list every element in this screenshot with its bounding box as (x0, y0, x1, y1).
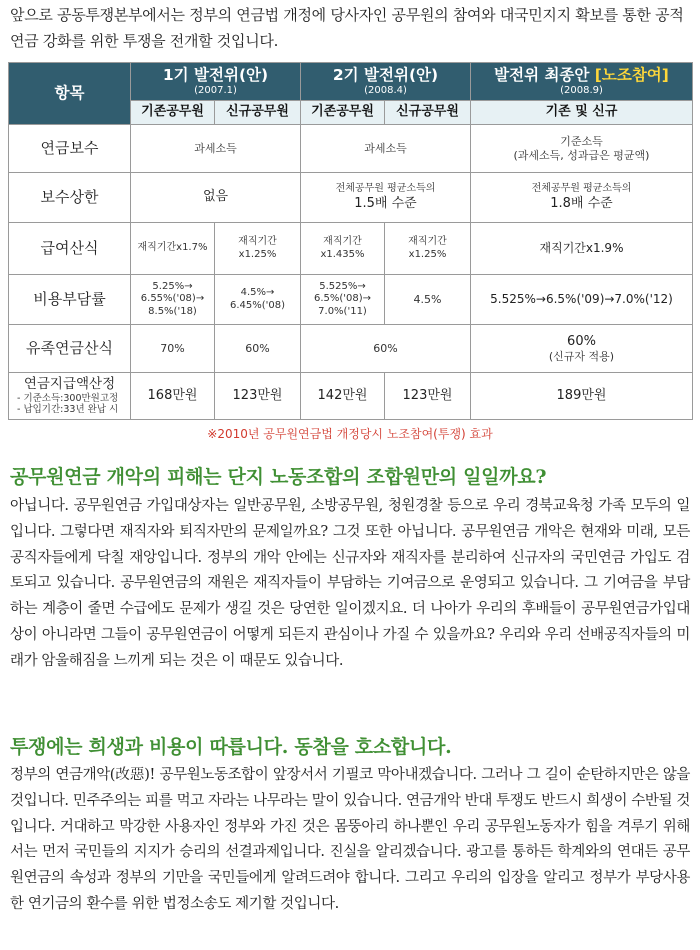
row-label-survivor: 유족연금산식 (9, 325, 131, 373)
amount-col3: 189만원 (471, 373, 693, 420)
pension-pay-col1: 과세소득 (131, 125, 301, 173)
sub-new-1: 신규공무원 (215, 101, 301, 125)
survivor-col3 (471, 325, 693, 373)
amount-col1-existing: 168만원 (131, 373, 215, 420)
benefit-col2-new (385, 223, 471, 275)
contribution-col2-existing-line1: 5.525%→ (319, 280, 366, 292)
benefit-col1-new (215, 223, 301, 275)
sub-existing-2: 기존공무원 (301, 101, 385, 125)
intro-paragraph: 앞으로 공동투쟁본부에서는 정부의 연금법 개정에 당사자인 공무원의 참여와 대국민지지 확보를 통한 공적연금 강화를 위한 투쟁을 전개할 것입니다. (10, 6, 684, 50)
row-label-pension-pay: 연금보수 (9, 125, 131, 173)
benefit-col1-new-line2: x1.25% (238, 248, 277, 260)
amount-col1-new: 123만원 (215, 373, 301, 420)
contribution-col1-existing-line1: 5.25%→ (152, 280, 193, 292)
benefit-col2-new-line2: x1.25% (408, 248, 447, 260)
section2-heading: 투쟁에는 희생과 비용이 따릅니다. 동참을 호소합니다. (10, 736, 452, 758)
section1-heading: 공무원연금 개악의 피해는 단지 노동조합의 조합원만의 일일까요? (10, 466, 547, 488)
pension-pay-col2: 과세소득 (301, 125, 471, 173)
contribution-col1-existing (131, 275, 215, 325)
col2-header (301, 63, 471, 101)
amount-note-income: - 기준소득:300만원고정 (17, 392, 119, 404)
amount-col2-new: 123만원 (385, 373, 471, 420)
item-header-cell (9, 63, 131, 125)
benefit-col2-existing-line2: x1.435% (320, 248, 365, 260)
pay-cap-col2-line1: 전체공무원 평균소득의 (335, 183, 436, 195)
row-label-pay-cap: 보수상한 (9, 173, 131, 223)
benefit-col2-new-line1: 재직기간 (408, 236, 447, 247)
row-label-benefit-formula: 급여산식 (9, 223, 131, 275)
survivor-col3-line2: (신규자 적용) (548, 349, 615, 363)
pay-cap-col2 (301, 173, 471, 223)
contribution-col3: 5.525%→6.5%('09)→7.0%('12) (471, 275, 693, 325)
survivor-col1-new: 60% (215, 325, 301, 373)
item-header: 항목 (54, 83, 85, 102)
contribution-col2-new: 4.5% (385, 275, 471, 325)
col3-date: (2008.9) (560, 84, 603, 96)
section2-body: 정부의 연금개악(改惡)! 공무원노동조합이 앞장서서 기필코 막아내겠습니다. 그러나 그 길이 순탄하지만은 않을 것입니다. 민주주의는 피를 먹고 자라는 나무라는 말이 있습니다. 연금개악 반대 투쟁도 반드시 희생이 수반될 것입니다. 거대하고 막강한 사용자인 정부와 가진 것은 몸뚱아리 하나뿐인 우리 공무원노동자가 힘을 겨루기 위해서는 먼저 국민들의 지지가 승리의 선결과제입니다. 진실을 알리겠습니다. 광고를 통하든 학계와의 연대든 공무원연금의 속성과 정부의 기만을 국민들에게 알려드려야 합니다. 그리고 우리의 입장을 알리고 정부가 부당사용한 연기금의 환수를 위한 법정소송도 제기할 것입니다. (10, 767, 690, 912)
pension-pay-col3-line2: (과세소득, 성과급은 평균액) (513, 148, 650, 162)
col3-highlight: [노조참여] (594, 65, 669, 84)
benefit-col1-new-line1: 재직기간 (238, 236, 277, 247)
pension-pay-col3-line1: 기준소득 (560, 134, 603, 148)
row-label-contribution: 비용부담률 (9, 275, 131, 325)
row-label-amount-cell (9, 373, 131, 420)
col3-title: 발전위 최종안 (494, 65, 590, 84)
survivor-col2: 60% (301, 325, 471, 373)
survivor-col3-line1: 60% (567, 333, 596, 349)
contribution-col1-new-line2: 6.45%('08) (229, 299, 286, 311)
pay-cap-col3-line2: 1.8배 수준 (550, 195, 613, 211)
pension-pay-col3 (471, 125, 693, 173)
col3-header (471, 63, 693, 101)
pay-cap-col3 (471, 173, 693, 223)
col2-title: 2기 발전위(안) (332, 65, 439, 84)
contribution-col1-new-line1: 4.5%→ (240, 287, 275, 298)
amount-col2-existing: 142만원 (301, 373, 385, 420)
benefit-col2-existing (301, 223, 385, 275)
sub-new-2: 신규공무원 (385, 101, 471, 125)
contribution-col2-existing-line2: 6.5%('08)→ (313, 293, 372, 305)
benefit-col1-existing: 재직기간x1.7% (131, 223, 215, 275)
pay-cap-col1: 없음 (131, 173, 301, 223)
contribution-col2-existing-line3: 7.0%('11) (318, 305, 367, 317)
survivor-col1-existing: 70% (131, 325, 215, 373)
row-label-amount: 연금지급액산정 (23, 375, 116, 392)
benefit-col2-existing-line1: 재직기간 (323, 236, 362, 247)
col2-date: (2008.4) (364, 84, 407, 96)
contribution-col1-existing-line2: 6.55%('08)→ (140, 293, 205, 305)
pay-cap-col3-line1: 전체공무원 평균소득의 (531, 183, 632, 195)
col1-header (131, 63, 301, 101)
section1-body: 아닙니다. 공무원연금 가입대상자는 일반공무원, 소방공무원, 청원경찰 등으로 우리 경북교육청 가족 모두의 일입니다. 그렇다면 재직자와 퇴직자만의 문제일까요? 그것 또한 아닙니다. 공무원연금 개악은 현재와 미래, 모든 공직자들에게 닥칠 재앙입니다. 정부의 개악 안에는 신규자와 재직자를 분리하여 신규자의 국민연금 가입도 검토되고 있습니다. 공무원연금의 재원은 재직자들이 부담하는 기여금으로 운영되고 있습니다. 그 기여금을 부담하는 계층이 줄면 수급에도 문제가 생길 것은 당연한 일이겠지요. 더 나아가 우리의 후배들이 공무원연금가입대상이 아니라면 그들이 공무원연금이 어떻게 되든지 관심이나 가질 수 있을까요? 우리와 우리 선배공직자들의 미래가 암울해짐을 느끼게 되는 것은 이 때문도 있습니다. (10, 498, 690, 669)
col1-date: (2007.1) (194, 84, 237, 96)
pension-comparison-table (8, 62, 693, 420)
contribution-col2-existing (301, 275, 385, 325)
benefit-col3: 재직기간x1.9% (471, 223, 693, 275)
amount-note-period: - 납입기간:33년 완납 시 (17, 404, 119, 416)
contribution-col1-new (215, 275, 301, 325)
col1-title: 1기 발전위(안) (162, 65, 269, 84)
sub-existing-1: 기존공무원 (131, 101, 215, 125)
sub-both: 기존 및 신규 (471, 101, 693, 125)
table-footnote: ※2010년 공무원연금법 개정당시 노조참여(투쟁) 효과 (207, 427, 493, 441)
contribution-col1-existing-line3: 8.5%('18) (148, 305, 197, 317)
pay-cap-col2-line2: 1.5배 수준 (354, 195, 417, 211)
